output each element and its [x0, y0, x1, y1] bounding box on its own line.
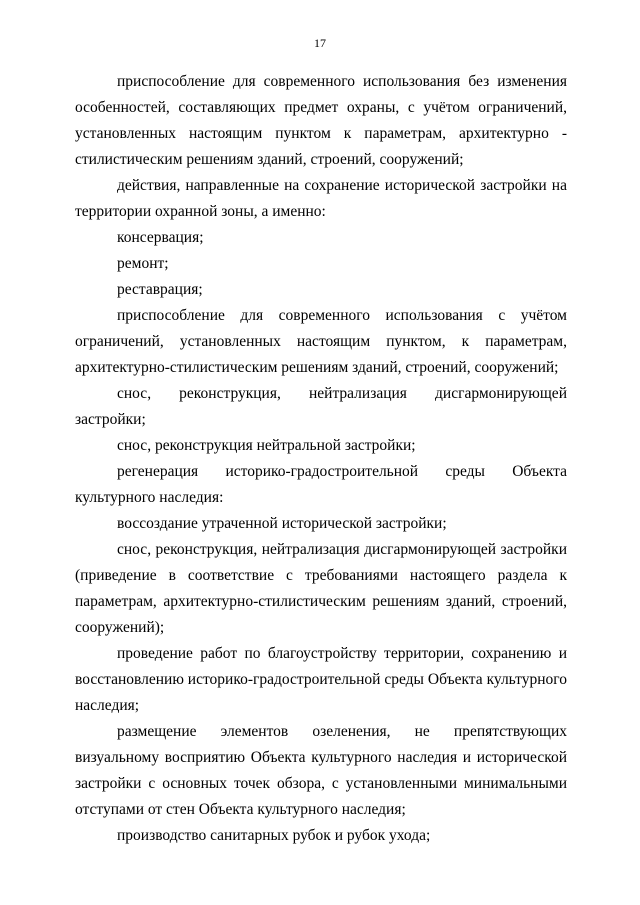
list-item-conservation: консервация;: [117, 229, 204, 246]
paragraph-landscaping: проведение работ по благоустройству территории, сохранению и восстановлению историко-градостроительной среды Объекта культурного наследия;: [75, 645, 567, 714]
paragraph-adaptation-with-restrictions: приспособление для современного использования с учётом ограничений, установленных настоящим пунктом, к параметрам, архитектурно-стилистическим решениям зданий, строений, сооружений;: [75, 307, 567, 376]
list-item-sanitary-felling: производство санитарных рубок и рубок ухода;: [117, 827, 431, 844]
paragraph-adaptation-without-changes: приспособление для современного использования без изменения особенностей, составляющих предмет охраны, с учётом ограничений, установленных настоящим пунктом к параметрам, архитектурно - стилистическим решениям зданий, строений, сооружений;: [75, 73, 567, 168]
list-item-neutral-demolition: снос, реконструкция нейтральной застройки;: [117, 437, 416, 454]
page-number: 17: [314, 36, 326, 50]
paragraph-regeneration: регенерация историко-градостроительной среды Объекта культурного наследия:: [75, 463, 567, 506]
document-body: [75, 69, 567, 849]
list-item-repair: ремонт;: [117, 255, 169, 272]
list-item-restoration: реставрация;: [117, 281, 203, 298]
paragraph-disharmonious-compliance: снос, реконструкция, нейтрализация дисгармонирующей застройки (приведение в соответствие с требованиями настоящего раздела к параметрам, архитектурно-стилистическим решениям зданий, строений, сооружений);: [75, 541, 567, 636]
list-item-disharmonious-demolition: снос, реконструкция, нейтрализация дисгармонирующей застройки;: [75, 385, 567, 428]
paragraph-preservation-actions: действия, направленные на сохранение исторической застройки на территории охранной зоны, а именно:: [75, 177, 567, 220]
paragraph-greenery: размещение элементов озеленения, не препятствующих визуальному восприятию Объекта культурного наследия и исторической застройки с основных точек обзора, с установленными минимальными отступами от стен Объекта культурного наследия;: [75, 723, 567, 818]
list-item-recreation: воссоздание утраченной исторической застройки;: [117, 515, 447, 532]
